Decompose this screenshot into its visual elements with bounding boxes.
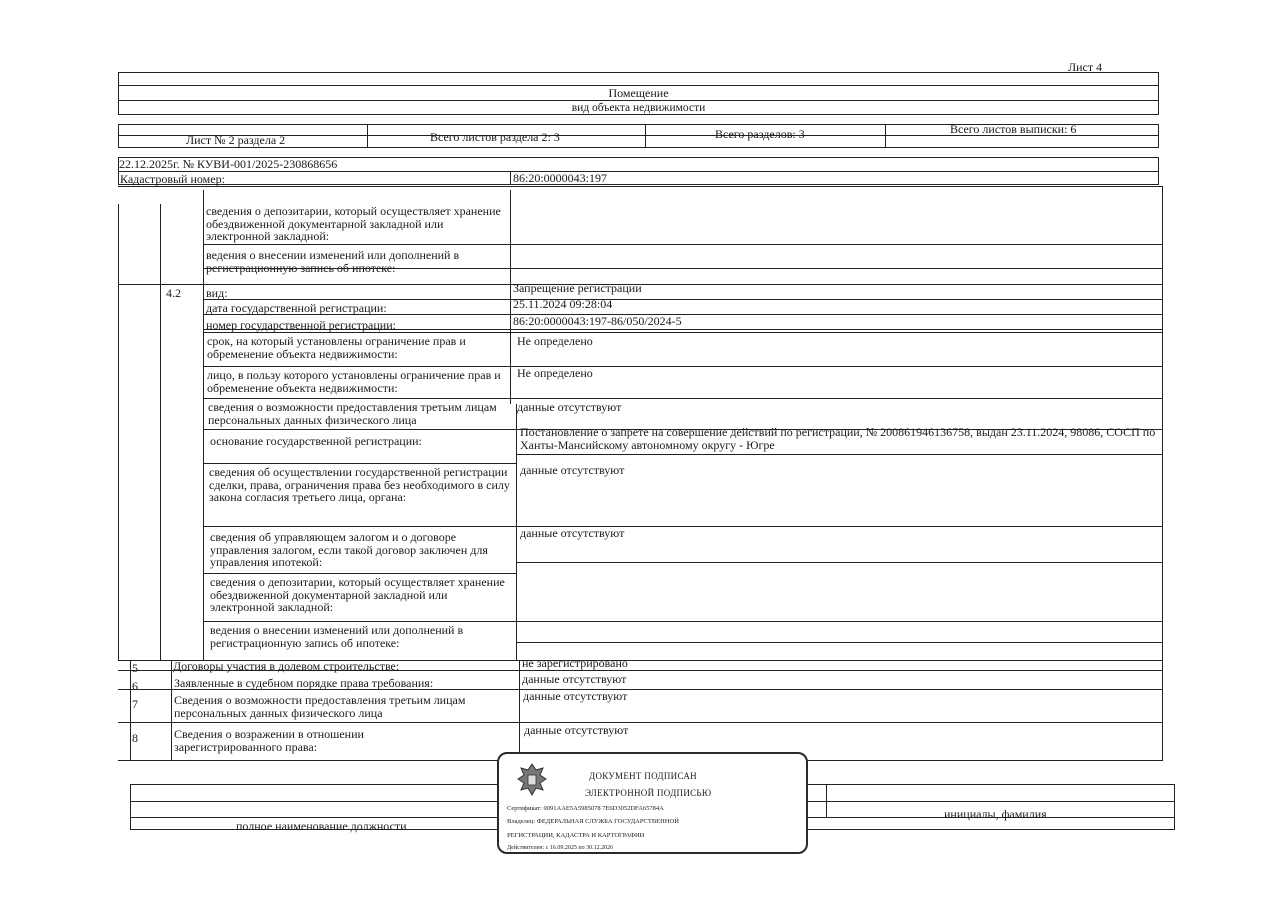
total-extract-sheets: Всего листов выписки: 6 (950, 122, 1077, 136)
object-type-caption: вид объекта недвижимости (571, 102, 706, 114)
stamp-owner-1: Владелец: ФЕДЕРАЛЬНАЯ СЛУЖБА ГОСУДАРСТВЕННОЙ (507, 818, 679, 825)
section-total-sheets: Всего листов раздела 2: 3 (430, 130, 560, 144)
sheet-number: Лист 4 (1068, 60, 1103, 74)
row-kind-label: вид: (206, 286, 228, 300)
stamp-validity: Действителен: с 16.09.2025 по 30.12.2026 (507, 845, 614, 851)
row-depository-label: сведения о депозитарии, который осуществляет хранение обездвиженной документарной закладной или электронной закладной: (210, 575, 505, 614)
row-beneficiary-value: Не определено (517, 366, 593, 380)
row-7-value: данные отсутствуют (523, 689, 628, 703)
row-8-label: Сведения о возражении в отношении зарегистрированного права: (174, 727, 364, 754)
row-5-number: 5 (132, 661, 138, 675)
total-sections: Всего разделов: 3 (715, 127, 805, 141)
row-beneficiary-label: лицо, в пользу которого установлены ограничение прав и обременение объекта недвижимости: (207, 368, 501, 395)
row-kind-value: Запрещение регистрации (513, 281, 642, 295)
row-reg-number-label: номер государственной регистрации: (206, 318, 396, 332)
top-row-1-label: сведения о депозитарии, который осуществляет хранение обездвиженной документарной закладной или электронной закладной: (206, 204, 501, 243)
row-reg-date-value: 25.11.2024 09:28:04 (513, 297, 613, 311)
section-number-4-2: 4.2 (166, 286, 181, 300)
row-pledge-manager-label: сведения об управляющем залогом и о договоре управления залогом, если такой договор заключен для управления ипотекой: (210, 530, 488, 569)
stamp-owner-2: РЕГИСТРАЦИИ, КАДАСТРА И КАРТОГРАФИИ (507, 832, 645, 839)
row-mortgage-changes-label: ведения о внесении изменений или дополнений в регистрационную запись об ипотеке: (210, 623, 464, 650)
row-pledge-manager-value: данные отсутствуют (520, 526, 625, 540)
row-6-value: данные отсутствуют (522, 672, 627, 686)
stamp-title-2: ЭЛЕКТРОННОЙ ПОДПИСЬЮ (585, 788, 712, 798)
row-reg-date-label: дата государственной регистрации: (206, 301, 387, 315)
row-6-number: 6 (132, 679, 138, 693)
electronic-signature-stamp (497, 752, 808, 854)
stamp-certificate: Сертификат: 0091AAE5A5985078 7E6D3052DFA65784A (507, 805, 664, 812)
emblem-icon (513, 760, 551, 800)
row-consent-label: сведения об осуществлении государственной регистрации сделки, права, ограничения права без необходимого в силу закона согласия третьего лица, органа: (209, 465, 510, 504)
row-basis-label: основание государственной регистрации: (210, 434, 422, 448)
document-reference: 22.12.2025г. № КУВИ-001/2025-230868656 (119, 157, 338, 171)
position-caption: полное наименование должности (236, 819, 407, 833)
cadastral-number: 86:20:0000043:197 (513, 171, 608, 185)
row-reg-number-value: 86:20:0000043:197-86/050/2024-5 (513, 314, 682, 328)
row-personal-data-label: сведения о возможности предоставления третьим лицам персональных данных физического лица (208, 400, 497, 427)
top-row-2-label: ведения о внесении изменений или дополнений в регистрационную запись об ипотеке: (206, 248, 460, 275)
object-type: Помещение (608, 86, 669, 100)
row-6-label: Заявленные в судебном порядке права требования: (174, 676, 434, 690)
row-personal-data-value: данные отсутствуют (517, 400, 622, 414)
name-caption: инициалы, фамилия (944, 807, 1047, 821)
row-consent-value: данные отсутствуют (520, 463, 625, 477)
stamp-title-1: ДОКУМЕНТ ПОДПИСАН (589, 771, 697, 781)
row-5-label: Договоры участия в долевом строительстве: (173, 659, 400, 673)
row-term-value: Не определено (517, 334, 593, 348)
row-8-value: данные отсутствуют (524, 723, 629, 737)
row-7-number: 7 (132, 697, 138, 711)
row-8-number: 8 (132, 731, 138, 745)
row-5-value: не зарегистрировано (522, 656, 628, 670)
section-sheet: Лист № 2 раздела 2 (186, 133, 286, 147)
row-7-label: Сведения о возможности предоставления третьим лицам персональных данных физического лица (174, 693, 466, 720)
row-term-label: срок, на который установлены ограничение прав и обременение объекта недвижимости: (207, 334, 466, 361)
row-basis-value: Постановление о запрете на совершение действий по регистрации, № 200861946136758, выдан 23.11.2024, 98086, СОСП по Ханты-Мансийскому автономному округу - Югре (520, 425, 1156, 452)
cadastral-label: Кадастровый номер: (120, 172, 225, 186)
